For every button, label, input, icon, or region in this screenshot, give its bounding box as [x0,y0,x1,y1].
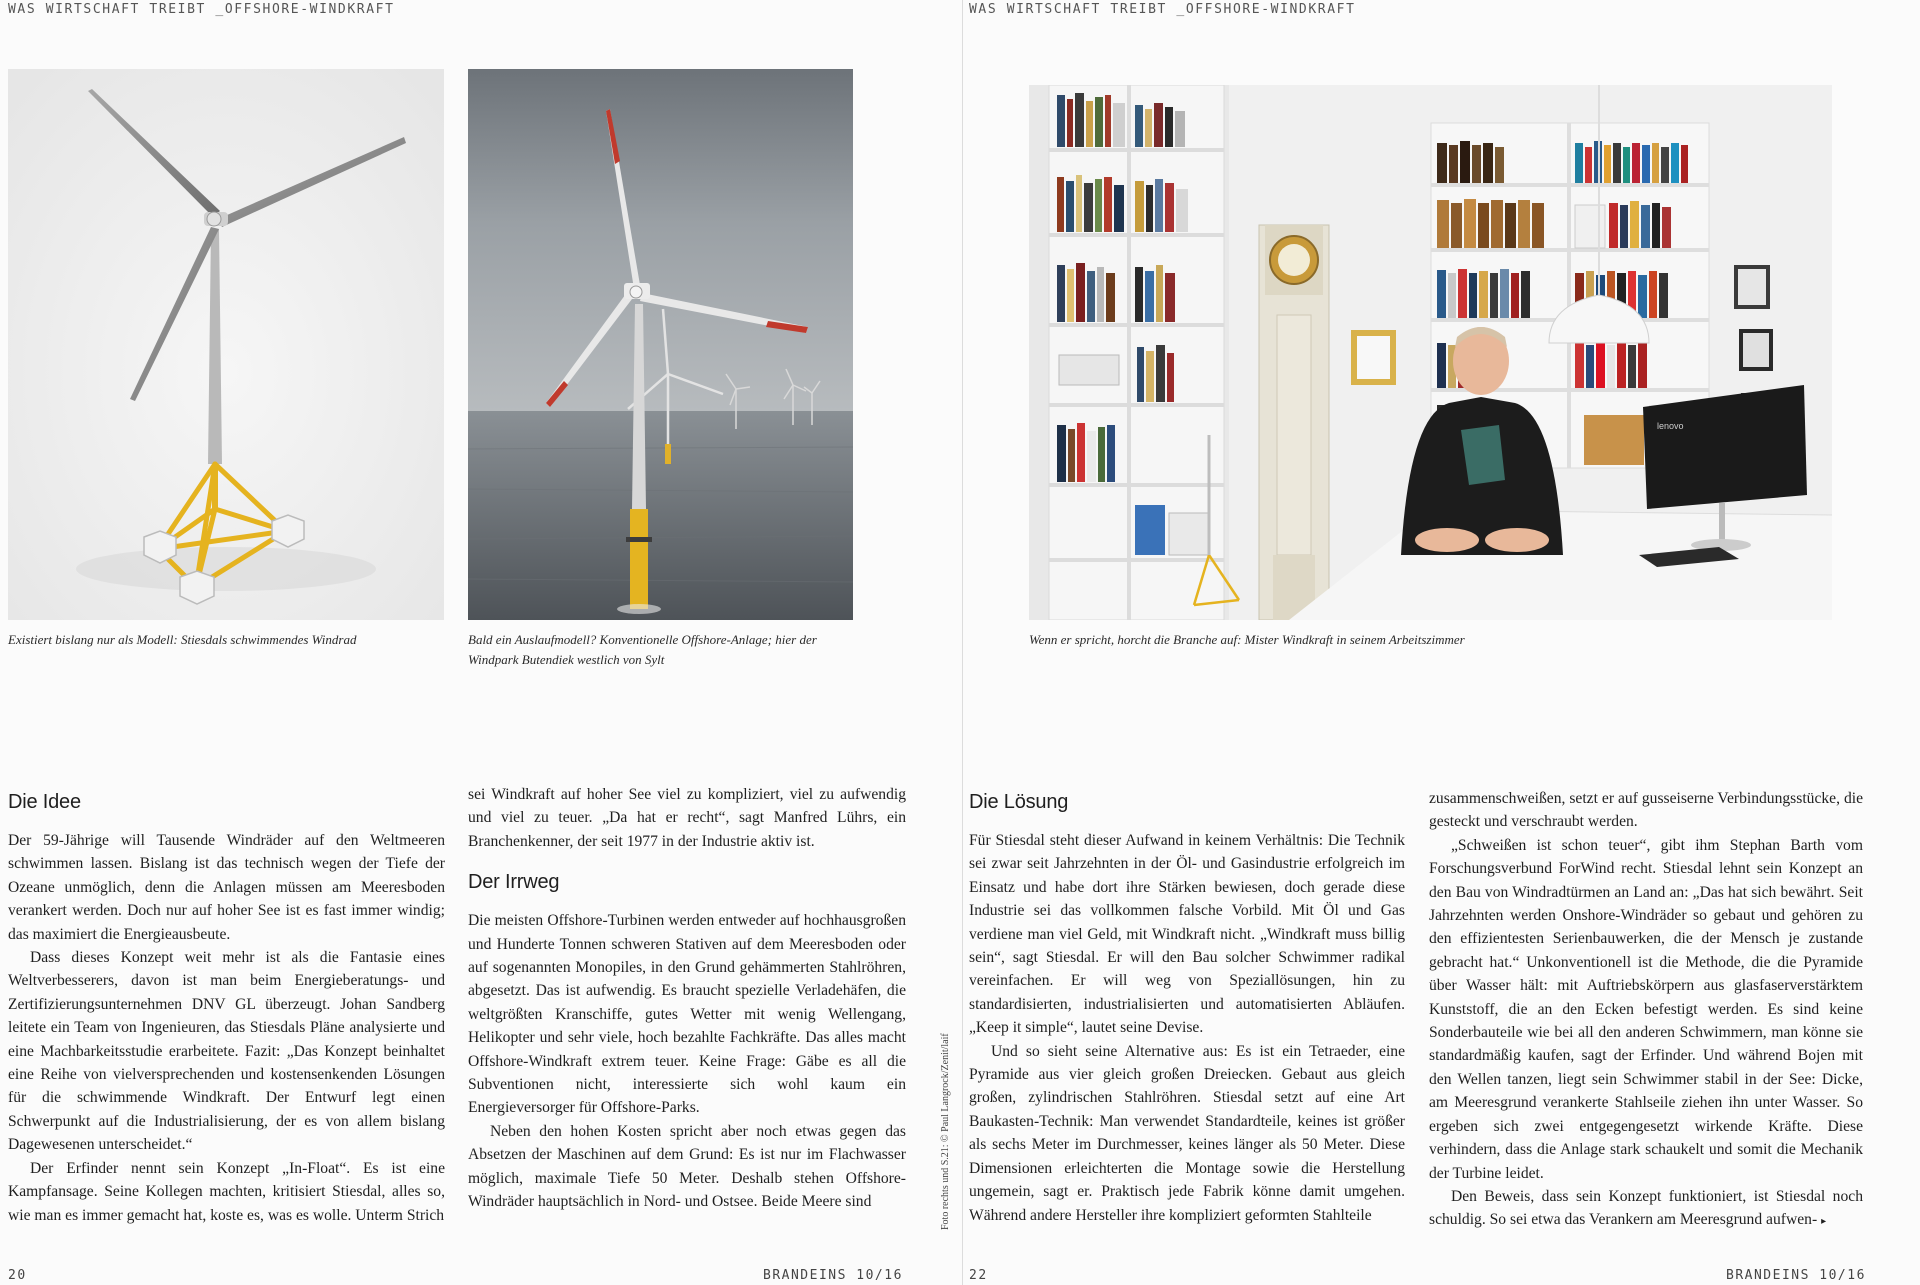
heading-die-idee: Die Idee [8,791,81,813]
page-number: 20 [8,1268,27,1283]
paragraph: Dass dieses Konzept weit mehr ist als die Fantasie eines Weltverbesserers, davon ist man beim Energieberatungs- und Zertifizierungsunternehmen DNV GL überzeugt. Johan Sandberg leitete ein Team von Ingenieuren, das Stiesdals Pläne analysierte und eine Machbarkeitsstudie erarbeitete. Fazit: „Das Konzept beinhaltet eine Reihe von vielversprechenden und kostensenkenden Lösungen für die schwimmende Windkraft. Der Entwurf legt einen Schwerpunkt auf die Industrialisierung, der es von allem bislang Dagewesenen unterscheidet.“ [8,949,445,1154]
paragraph: Die meisten Offshore-Turbinen werden entweder auf hochhausgroßen und Hunderte Tonnen schweren Stativen auf dem Meeresboden oder auf sogenannten Monopiles, in den Grund gehämmerten Stahlröhren, abgesetzt. Das ist aufwendig. Es braucht spezielle Verladehäfen, die weltgrößten Kranschiffe, gutes Wetter mit wenig Wellengang, Helikopter und sehr viele, hoch bezahlte Fachkräfte. Das alles macht Offshore-Windkraft extrem teuer. Keine Frage: Gäbe es all die Subventionen nicht, interessierte sich wohl kaum ein Energieversorger für Offshore-Parks. [468,912,906,1117]
paragraph: Der Erfinder nennt sein Konzept „In-Float“. Es ist eine Kampfansage. Seine Kollegen machten, kritisiert Stiesdal, alles so, wie man es immer gemacht hat, koste es, was es wolle. Unterm Strich [8,1159,445,1224]
paragraph: Für Stiesdal steht dieser Aufwand in keinem Verhältnis: Die Technik sei zwar seit Jahrzehnten in der Öl- und Gasindustrie erfolgreich im Einsatz und habe dort ihre Stärken bewiesen, doch gerade diese Industrie sei das vollkommen falsche Vorbild. Mit Öl und Gas verdiene man viel Geld, mit Windkraft nicht. „Windkraft muss billig sein“, sagt Stiesdal. Er will den Bau solcher Schwimmer radikal vereinfachen. Er will weg von Speziallösungen, hin zu standardisierten, industrialisierten und automatisierten Abläufen. „Keep it simple“, lautet seine Devise. [969,832,1405,1037]
left-column-2 [468,783,906,1214]
paragraph-text: Den Beweis, dass sein Konzept funktioniert, ist Stiesdal noch schuldig. So sei etwa das Verankern am Meeresgrund aufwen- [1429,1187,1863,1229]
offshore-windpark-photo [468,69,853,620]
paragraph: Der 59-Jährige will Tausende Windräder auf den Weltmeeren schwimmen lassen. Bislang ist das technisch wegen der Tiefe der Ozeane unmöglich, denn die Anlagen müssen am Meeresboden verankert werden. Doch nur auf hoher See ist es fast immer windig; das maximiert die Energieausbeute. [8,832,445,943]
caption-model: Existiert bislang nur als Modell: Stiesdals schwimmendes Windrad [8,632,357,647]
grandfather-clock [1259,225,1329,620]
continue-arrow-icon: ▸ [1821,1216,1827,1228]
left-column-1 [8,783,445,1227]
model-turbine-photo [8,69,444,620]
portrait-study-photo [1029,85,1832,620]
right-page [963,0,1920,1285]
right-column-2 [1429,787,1863,1234]
left-bookshelf [1049,85,1224,620]
paragraph: Und so sieht seine Alternative aus: Es ist ein Tetraeder, eine Pyramide aus vier gleich großen Dreiecken. Gebaut aus gleich großen, zylindrischen Stahlröhren. Stiesdal setzt auf eine Art Baukasten-Technik: Man verwendet Standardteile, keines ist größer als sechs Meter im Durchmesser, keines länger als 50 Meter. Diese Dimensionen erleichterten die Montage sowie die Herstellung ungemein, sagt er. Praktisch jede Fabrik könne damit umgehen. Während andere Hersteller ihre kompliziert geformten Stahlteile [969,1042,1405,1224]
magazine-issue: BRANDEINS 10/16 [763,1268,903,1283]
heading-die-loesung: Die Lösung [969,791,1069,813]
portrait-study-illustration [1029,85,1832,620]
running-head: WAS WIRTSCHAFT TREIBT _OFFSHORE-WINDKRAFT [8,2,395,17]
heading-der-irrweg: Der Irrweg [468,871,560,894]
paragraph [1429,1185,1863,1234]
caption-portrait: Wenn er spricht, horcht die Branche auf: Mister Windkraft in seinem Arbeitszimmer [1029,632,1465,647]
paragraph: zusammenschweißen, setzt er auf gusseiserne Verbindungsstücke, die gesteckt und verschraubt werden. [1429,790,1863,831]
model-turbine-illustration [8,69,444,620]
offshore-windpark-illustration [468,69,853,620]
caption-offshore: Bald ein Auslaufmodell? Konventionelle Offshore-Anlage; hier der Windpark Butendiek westlich von Sylt [468,632,817,667]
monitor-brand: lenovo [1657,421,1684,431]
page-number: 22 [969,1268,988,1283]
paragraph: Neben den hohen Kosten spricht aber noch etwas gegen das Absetzen der Maschinen auf dem Grund: Es ist nur im Flachwasser möglich, maximale Tiefe 50 Meter. Deshalb stehen Offshore-Windräder hauptsächlich in Nord- und Ostsee. Beide Meere sind [468,1122,906,1211]
photo-credit: Foto rechts und S.21: © Paul Langrock/Zenit/laif [940,1033,951,1230]
paragraph: „Schweißen ist schon teuer“, gibt ihm Stephan Barth vom Forschungsverbund ForWind recht. Stiesdal lehnt sein Konzept an den Bau von Windradtürmen an Land an: „Das hat sich bewährt. Seit Jahrzehnten werden Onshore-Windräder so gebaut und gehören zu den effizientesten Serienbauwerken, die der Mensch je zustande gebracht hat.“ Unkonventionell ist die Methode, die die Pyramide über Wasser hält: mit Auftriebskörpern aus glasfaserverstärktem Kunststoff, die an den Ecken befestigt werden. Es sind keine Sonderbauteile wie bei all den anderen Schwimmern, man könne sie standardmäßig kaufen, sagt der Erfinder. Und während Bojen mit den Wellen tanzen, liegt sein Schwimmer stabil in der See: Dicke, am Meeresgrund verankerte Stahlseile ziehen ihn unter Wasser. So ergeben sich zwei entgegengesetzt wirkende Kräfte. Diese verhindern, dass die Anlage stark schaukelt und somit die Mechanik der Turbine leidet. [1429,836,1863,1182]
right-column-1 [969,783,1405,1227]
magazine-issue: BRANDEINS 10/16 [1726,1268,1866,1283]
paragraph: sei Windkraft auf hoher See viel zu kompliziert, viel zu aufwendig und viel zu teuer. „Da hat er recht“, sagt Manfred Lührs, ein Branchenkenner, der seit 1977 in der Industrie aktiv ist. [468,786,906,850]
running-head: WAS WIRTSCHAFT TREIBT _OFFSHORE-WINDKRAFT [969,2,1356,17]
